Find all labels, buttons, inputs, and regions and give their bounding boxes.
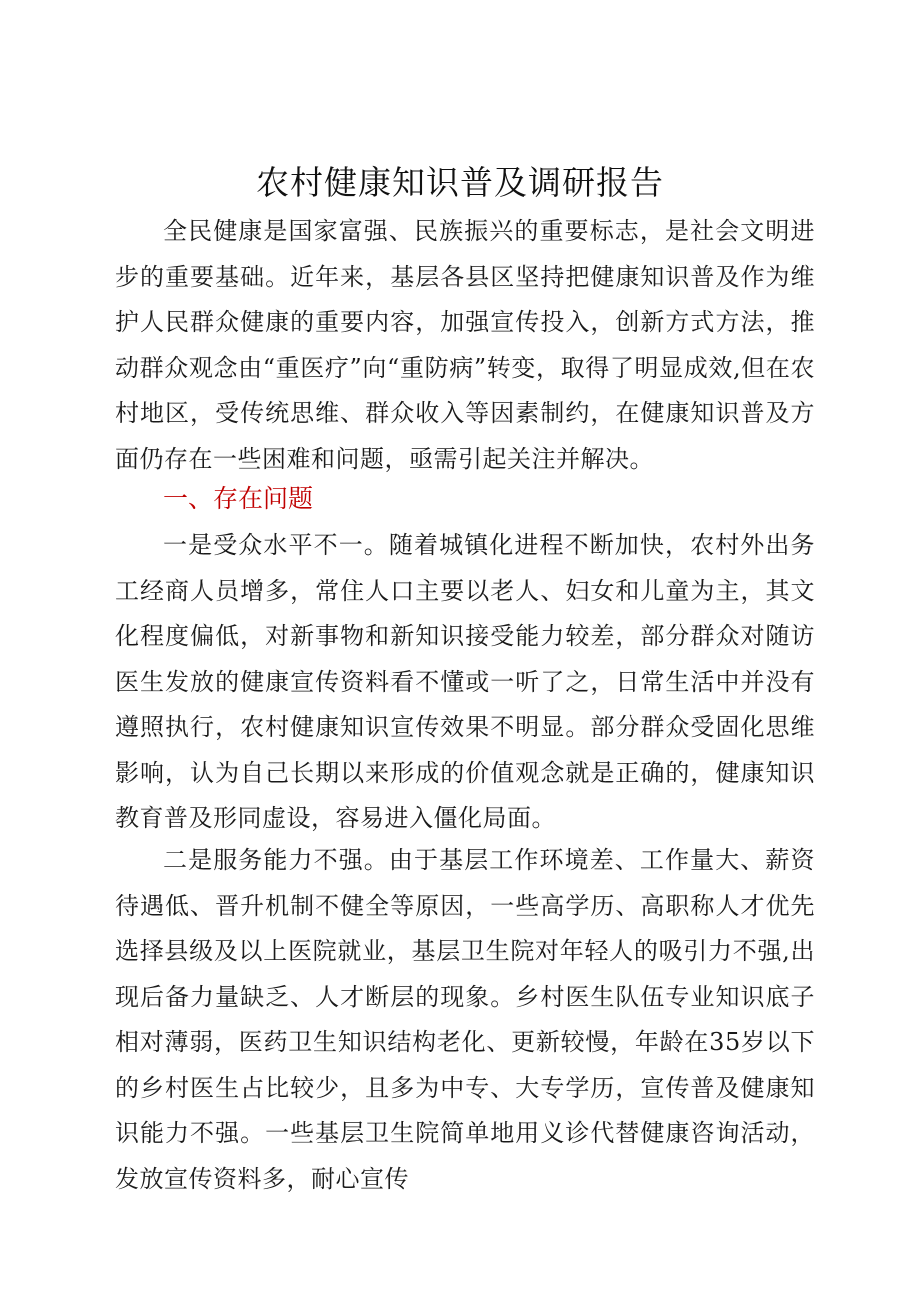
document-title: 农村健康知识普及调研报告 [256,163,664,202]
paragraph-service: 二是服务能力不强。由于基层工作环境差、工作量大、薪资待遇低、晋升机制不健全等原因，一些高学历、高职称人才优先选择县级及以上医院就业，基层卫生院对年轻人的吸引力不强,出现后备力量缺乏、人才断层的现象。乡村医生队伍专业知识底子相对薄弱，医药卫生知识结构老化、更新较慢，年龄在35岁以下的乡村医生占比较少，且多为中专、大专学历，宣传普及健康知识能力不强。一些基层卫生院简单地用义诊代替健康咨询活动，发放宣传资料多，耐心宣传 [115,846,815,1193]
intro-paragraph: 全民健康是国家富强、民族振兴的重要标志，是社会文明进步的重要基础。近年来，基层各县区坚持把健康知识普及作为维护人民群众健康的重要内容，加强宣传投入，创新方式方法，推动群众观念由“重医疗”向“重防病”转变，取得了明显成效,但在农村地区，受传统思维、群众收入等因素制约，在健康知识普及方面仍存在一些困难和问题，亟需引起关注并解决。 [115,217,815,473]
paragraph-audience: 一是受众水平不一。随着城镇化进程不断加快，农村外出务工经商人员增多，常住人口主要以老人、妇女和儿童为主，其文化程度偏低，对新事物和新知识接受能力较差，部分群众对随访医生发放的健康宣传资料看不懂或一听了之，日常生活中并没有遵照执行，农村健康知识宣传效果不明显。部分群众受固化思维影响，认为自己长期以来形成的价值观念就是正确的，健康知识教育普及形同虚设，容易进入僵化局面。 [115,531,815,832]
section-heading: 一、存在问题 [163,484,314,513]
